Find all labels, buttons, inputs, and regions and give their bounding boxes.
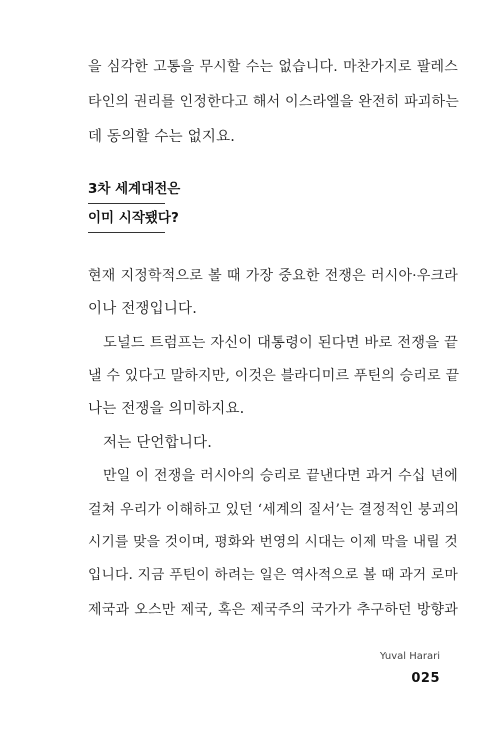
section-heading-line-1: 3차 세계대전은 <box>88 181 181 197</box>
body-line: 을 심각한 고통을 무시할 수는 없습니다. 마찬가지로 팔레스 <box>88 59 458 75</box>
body-line: 입니다. 지금 푸틴이 하려는 일은 역사적으로 볼 때 과거 로마 <box>88 567 458 583</box>
body-line: 타인의 권리를 인정한다고 해서 이스라엘을 완전히 파괴하는 <box>88 94 459 110</box>
body-line: 시기를 맞을 것이며, 평화와 번영의 시대는 이제 막을 내릴 것 <box>88 534 458 550</box>
body-line: 이나 전쟁입니다. <box>88 301 198 317</box>
body-line: 저는 단언합니다. <box>103 435 213 451</box>
body-line: 도널드 트럼프는 자신이 대통령이 된다면 바로 전쟁을 끝 <box>103 335 458 351</box>
section-heading-line-2: 이미 시작됐다? <box>88 210 179 226</box>
body-line: 현재 지정학적으로 볼 때 가장 중요한 전쟁은 러시아·우크라 <box>88 268 458 284</box>
body-line: 제국과 오스만 제국, 혹은 제국주의 국가가 추구하던 방향과 <box>88 602 458 618</box>
body-line: 데 동의할 수는 없지요. <box>88 129 236 145</box>
page-number: 025 <box>411 671 440 686</box>
body-line: 만일 이 전쟁을 러시아의 승리로 끝낸다면 과거 수십 년에 <box>103 468 458 484</box>
running-footer-author: Yuval Harari <box>379 651 440 662</box>
body-line: 나는 전쟁을 의미하지요. <box>88 401 245 417</box>
heading-underline <box>88 203 165 204</box>
heading-underline <box>88 232 165 233</box>
body-line: 낼 수 있다고 말하지만, 이것은 블라디미르 푸틴의 승리로 끝 <box>88 368 460 384</box>
body-line: 걸쳐 우리가 이해하고 있던 ‘세계의 질서’는 결정적인 붕괴의 <box>88 502 460 518</box>
